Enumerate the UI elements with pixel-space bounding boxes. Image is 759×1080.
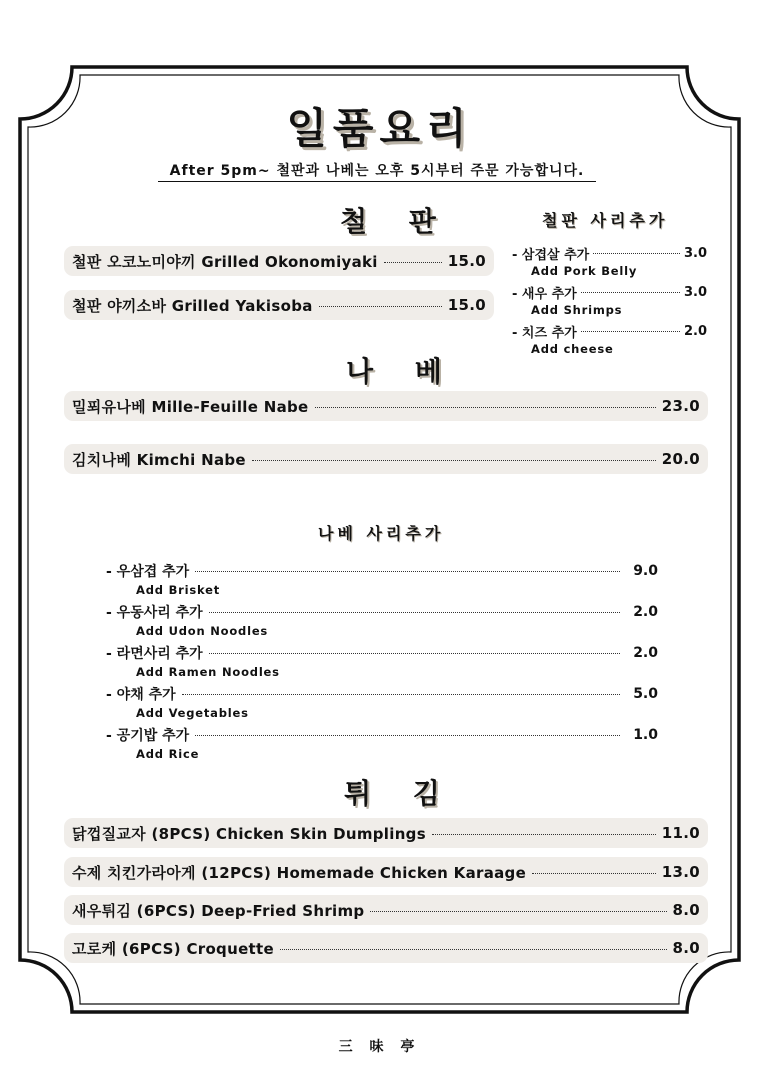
addon-item[interactable] (106, 725, 658, 766)
addon-name: - 우삼겹 추가 (106, 564, 190, 580)
section-title-teppan: 철 판 (340, 205, 452, 238)
dot-leader (593, 253, 680, 254)
page-title: 일품요리 (286, 104, 473, 153)
menu-item-name: 철판 오코노미야끼 Grilled Okonomiyaki (72, 252, 378, 271)
dot-leader (209, 612, 620, 613)
menu-item-name: 수제 치킨가라아게 (12PCS) Homemade Chicken Karaage (72, 863, 527, 882)
section-title-fried: 튀 김 (344, 777, 456, 810)
menu-item-row[interactable] (64, 857, 708, 887)
addon-item[interactable] (106, 602, 658, 643)
addon-english: Add Pork Belly (531, 264, 638, 278)
menu-item-row[interactable] (64, 933, 708, 963)
menu-item-name: 새우튀김 (6PCS) Deep-Fried Shrimp (72, 901, 365, 920)
addon-price: 2.0 (633, 604, 658, 620)
dot-leader (195, 571, 620, 572)
restaurant-name: 三 味 亭 (338, 1039, 421, 1055)
menu-item-row[interactable] (64, 246, 494, 276)
menu-item-price: 15.0 (447, 296, 486, 314)
dot-leader (195, 735, 620, 736)
addon-price: 1.0 (633, 727, 658, 743)
addon-item[interactable] (512, 322, 707, 361)
menu-item-row[interactable] (64, 818, 708, 848)
addon-english: Add Shrimps (531, 303, 623, 317)
menu-item-price: 11.0 (661, 824, 700, 842)
menu-item-name: 철판 야끼소바 Grilled Yakisoba (72, 296, 313, 315)
addon-english: Add cheese (531, 342, 614, 356)
addon-english: Add Vegetables (136, 706, 249, 720)
section-title-teppan-addons: 철판 사리추가 (542, 211, 669, 230)
menu-item-price: 23.0 (661, 397, 700, 415)
menu-item-price: 8.0 (672, 939, 700, 957)
dot-leader (370, 911, 666, 912)
addon-name: - 치즈 추가 (512, 325, 577, 341)
addon-item[interactable] (106, 684, 658, 725)
section-title-nabe-addons: 나베 사리추가 (318, 524, 445, 543)
menu-item-price: 13.0 (661, 863, 700, 881)
menu-item-row[interactable] (64, 290, 494, 320)
addon-english: Add Ramen Noodles (136, 665, 280, 679)
addon-price: 9.0 (633, 563, 658, 579)
dot-leader (280, 949, 667, 950)
addon-name: - 라면사리 추가 (106, 646, 203, 662)
menu-item-price: 20.0 (661, 450, 700, 468)
menu-item-name: 밀푀유나베 Mille-Feuille Nabe (72, 397, 309, 416)
addon-english: Add Udon Noodles (136, 624, 269, 638)
addon-price: 3.0 (683, 245, 707, 261)
dot-leader (581, 292, 680, 293)
dot-leader (581, 331, 680, 332)
dot-leader (209, 653, 620, 654)
hours-note: After 5pm~ 철판과 나베는 오후 5시부터 주문 가능합니다. (158, 160, 596, 182)
addon-name: - 공기밥 추가 (106, 728, 190, 744)
dot-leader (532, 873, 656, 874)
menu-item-row[interactable] (64, 391, 708, 421)
addon-price: 3.0 (683, 284, 707, 300)
menu-item-name: 김치나베 Kimchi Nabe (72, 450, 246, 469)
menu-item-row[interactable] (64, 444, 708, 474)
addon-name: - 새우 추가 (512, 286, 577, 302)
menu-item-price: 15.0 (447, 252, 486, 270)
addon-item[interactable] (512, 244, 707, 283)
dot-leader (252, 460, 656, 461)
section-title-nabe: 나 베 (346, 355, 458, 388)
menu-item-name: 고로케 (6PCS) Croquette (72, 939, 274, 958)
dot-leader (315, 407, 656, 408)
menu-item-row[interactable] (64, 895, 708, 925)
addon-price: 2.0 (683, 323, 707, 339)
addon-item[interactable] (106, 643, 658, 684)
nabe-addon-list (106, 561, 658, 766)
dot-leader (182, 694, 620, 695)
addon-english: Add Rice (136, 747, 200, 761)
addon-name: - 삼겹살 추가 (512, 247, 590, 263)
addon-item[interactable] (106, 561, 658, 602)
teppan-addon-list (512, 244, 707, 361)
addon-english: Add Brisket (136, 583, 221, 597)
dot-leader (384, 262, 442, 263)
menu-item-name: 닭껍질교자 (8PCS) Chicken Skin Dumplings (72, 824, 426, 843)
addon-price: 2.0 (633, 645, 658, 661)
addon-name: - 우동사리 추가 (106, 605, 203, 621)
addon-price: 5.0 (633, 686, 658, 702)
dot-leader (319, 306, 442, 307)
addon-name: - 야채 추가 (106, 687, 176, 703)
dot-leader (432, 834, 656, 835)
addon-item[interactable] (512, 283, 707, 322)
menu-item-price: 8.0 (672, 901, 700, 919)
